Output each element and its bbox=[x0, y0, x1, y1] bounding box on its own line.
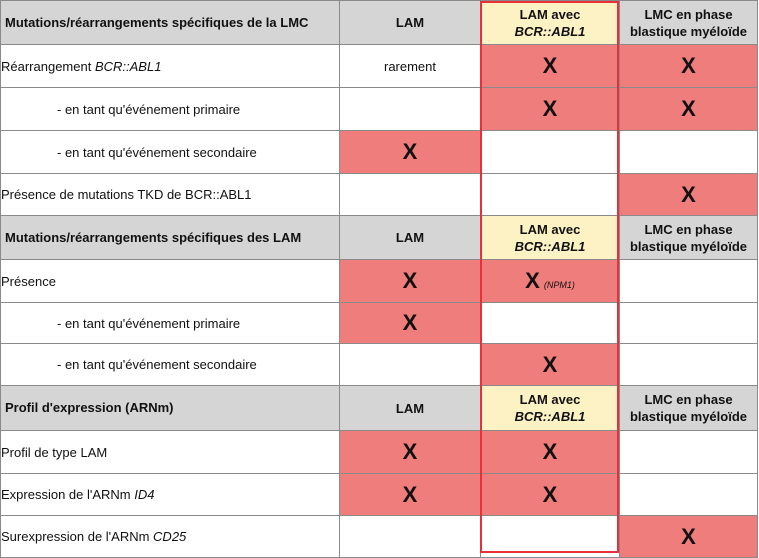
x-mark: X bbox=[681, 181, 696, 207]
col-header-line: LAM avec bbox=[519, 221, 581, 237]
col-header-line: LAM avec bbox=[519, 392, 581, 407]
col-header-lmc bbox=[620, 216, 758, 260]
section-title: Mutations/réarrangements spécifiques de la LMC bbox=[1, 1, 340, 45]
cell-lam bbox=[340, 303, 481, 344]
x-mark: X bbox=[542, 96, 558, 121]
col-header-lam-bcr-abl1 bbox=[481, 386, 620, 431]
cell-lmc bbox=[620, 344, 758, 386]
cell-lmc bbox=[620, 474, 758, 516]
table-row bbox=[1, 88, 758, 131]
col-header-lam-bcr-abl1 bbox=[481, 216, 620, 260]
x-mark: X bbox=[402, 439, 418, 464]
col-header-lam-bcr-abl1 bbox=[481, 1, 620, 45]
cell-lam-bcr-abl1 bbox=[481, 431, 620, 474]
row-label: Présence bbox=[1, 260, 340, 303]
row-label: Surexpression de l'ARNm CD25 bbox=[1, 516, 340, 558]
table-row bbox=[1, 344, 758, 386]
cell-lam-bcr-abl1 bbox=[481, 45, 620, 88]
row-label: - en tant qu'événement secondaire bbox=[1, 344, 340, 386]
cell-lam bbox=[340, 516, 481, 558]
cell-lam bbox=[340, 260, 481, 303]
x-mark: X bbox=[402, 139, 418, 164]
x-mark: X bbox=[681, 53, 696, 78]
gene-note: (NPM1) bbox=[543, 280, 575, 290]
section-header bbox=[1, 216, 758, 260]
x-mark: X bbox=[542, 439, 558, 464]
cell-lmc bbox=[620, 303, 758, 344]
x-mark: X bbox=[542, 53, 558, 78]
x-mark: X bbox=[402, 268, 418, 293]
section-title: Profil d'expression (ARNm) bbox=[1, 386, 340, 431]
table-row bbox=[1, 174, 758, 216]
section-header bbox=[1, 386, 758, 431]
table-row bbox=[1, 260, 758, 303]
col-header-lam: LAM bbox=[340, 216, 481, 260]
table-row bbox=[1, 131, 758, 174]
cell-lam-bcr-abl1 bbox=[481, 131, 620, 174]
cell-lmc bbox=[620, 431, 758, 474]
x-mark: X bbox=[681, 523, 696, 549]
col-header-line: LMC en phase bbox=[644, 221, 733, 237]
cell-lam bbox=[340, 474, 481, 516]
cell-lam: rarement bbox=[340, 45, 481, 88]
x-mark: X bbox=[402, 310, 418, 335]
row-label: - en tant qu'événement primaire bbox=[1, 88, 340, 131]
col-header-line: blastique myéloïde bbox=[629, 409, 748, 424]
x-mark: X bbox=[681, 96, 696, 121]
table-row bbox=[1, 45, 758, 88]
row-label: - en tant qu'événement primaire bbox=[1, 303, 340, 344]
row-label: - en tant qu'événement secondaire bbox=[1, 131, 340, 174]
section-title: Mutations/réarrangements spécifiques des LAM bbox=[1, 216, 340, 260]
cell-lmc bbox=[620, 516, 758, 558]
x-mark: X bbox=[542, 351, 558, 377]
col-header-lmc bbox=[620, 386, 758, 431]
table-row bbox=[1, 516, 758, 558]
table-row bbox=[1, 474, 758, 516]
row-label: Réarrangement BCR::ABL1 bbox=[1, 45, 340, 88]
col-header-line: BCR::ABL1 bbox=[514, 409, 586, 424]
cell-lam-bcr-abl1 bbox=[481, 303, 620, 344]
cell-lam bbox=[340, 174, 481, 216]
cell-lam bbox=[340, 88, 481, 131]
cell-lam bbox=[340, 344, 481, 386]
cell-lmc bbox=[620, 260, 758, 303]
cell-lam-bcr-abl1 bbox=[481, 174, 620, 216]
col-header-lam: LAM bbox=[340, 1, 481, 45]
cell-lmc bbox=[620, 88, 758, 131]
x-mark: X bbox=[525, 268, 540, 293]
row-label: Profil de type LAM bbox=[1, 431, 340, 474]
x-mark: X bbox=[402, 481, 418, 507]
col-header-line: LMC en phase bbox=[644, 6, 733, 22]
x-mark: X bbox=[542, 481, 558, 507]
row-label: Présence de mutations TKD de BCR::ABL1 bbox=[1, 174, 340, 216]
row-label: Expression de l'ARNm ID4 bbox=[1, 474, 340, 516]
col-header-line: blastique myéloïde bbox=[629, 23, 748, 39]
col-header-line: blastique myéloïde bbox=[629, 238, 748, 254]
section-header bbox=[1, 1, 758, 45]
col-header-line: LAM avec bbox=[519, 6, 581, 22]
col-header-line: BCR::ABL1 bbox=[514, 23, 586, 39]
cell-lmc bbox=[620, 45, 758, 88]
table-row bbox=[1, 431, 758, 474]
cell-lam bbox=[340, 431, 481, 474]
table-row bbox=[1, 303, 758, 344]
col-header-lmc bbox=[620, 1, 758, 45]
cell-lam-bcr-abl1 bbox=[481, 260, 620, 303]
cell-lam-bcr-abl1 bbox=[481, 88, 620, 131]
cell-lam-bcr-abl1 bbox=[481, 474, 620, 516]
cell-lam-bcr-abl1 bbox=[481, 344, 620, 386]
col-header-lam: LAM bbox=[340, 386, 481, 431]
col-header-line: BCR::ABL1 bbox=[514, 238, 586, 254]
col-header-line: LMC en phase bbox=[644, 392, 733, 407]
cell-lmc bbox=[620, 131, 758, 174]
cell-lmc bbox=[620, 174, 758, 216]
cell-lam bbox=[340, 131, 481, 174]
cell-lam-bcr-abl1 bbox=[481, 516, 620, 558]
